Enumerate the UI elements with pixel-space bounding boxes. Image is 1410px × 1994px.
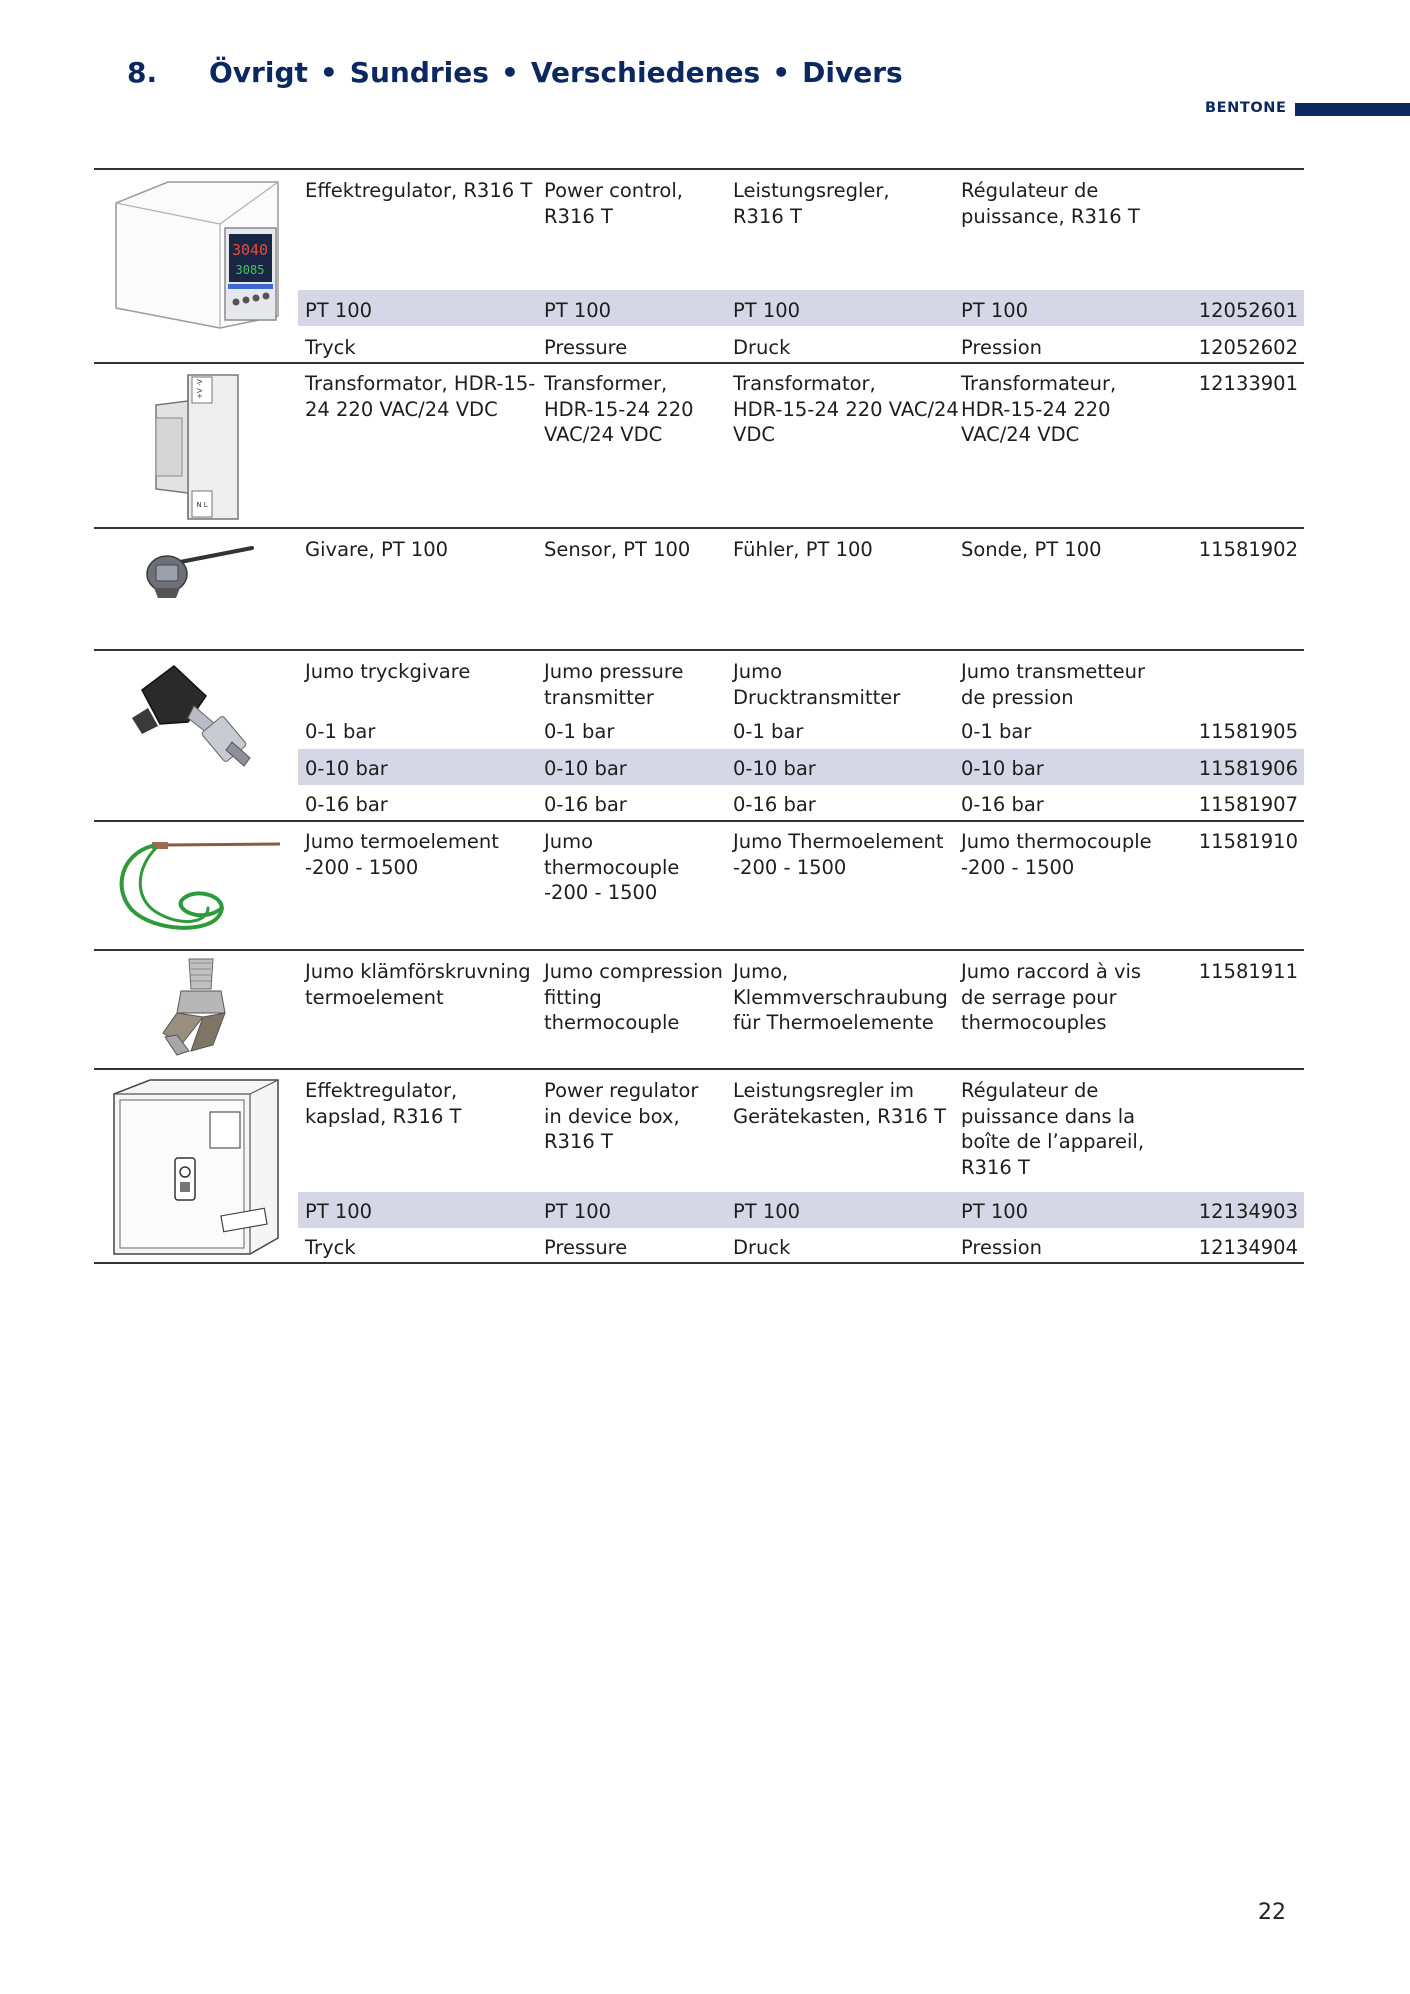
name-fr: 0-10 bar	[961, 757, 1044, 780]
name-de: Jumo Thermoelement -200 - 1500	[733, 830, 944, 879]
name-de: Druck	[733, 336, 791, 359]
article-number: 11581907	[1198, 793, 1298, 816]
article-number: 11581902	[1198, 538, 1298, 561]
name-fr: 0-16 bar	[961, 793, 1044, 816]
power-controller-icon	[110, 178, 285, 336]
name-fr: 0-1 bar	[961, 720, 1032, 743]
article-number: 11581905	[1198, 720, 1298, 743]
title-en: Sundries	[349, 56, 489, 89]
name-fr: PT 100	[961, 299, 1029, 322]
name-de: 0-16 bar	[733, 793, 816, 816]
brand-bar	[1295, 103, 1410, 116]
name-sv: Givare, PT 100	[305, 538, 449, 561]
name-en: 0-1 bar	[544, 720, 615, 743]
name-en: Power control, R316 T	[544, 179, 683, 228]
name-de: PT 100	[733, 1200, 801, 1223]
title-sv: Övrigt	[209, 56, 308, 89]
article-number: 12133901	[1198, 372, 1298, 395]
name-fr: Jumo raccord à vis de serrage pour thermocouples	[961, 960, 1142, 1034]
device-box-icon	[110, 1078, 282, 1256]
name-fr: Jumo thermocouple -200 - 1500	[961, 830, 1152, 879]
name-en: Jumo compression fitting thermocouple	[544, 960, 723, 1034]
name-en: PT 100	[544, 299, 612, 322]
name-fr: Jumo transmetteur de pression	[961, 660, 1146, 709]
name-en: 0-10 bar	[544, 757, 627, 780]
name-en: 0-16 bar	[544, 793, 627, 816]
name-sv: 0-1 bar	[305, 720, 376, 743]
name-fr: PT 100	[961, 1200, 1029, 1223]
article-number: 11581910	[1198, 830, 1298, 853]
title-fr: Divers	[802, 56, 903, 89]
table-divider	[94, 649, 1304, 651]
article-number: 11581906	[1198, 757, 1298, 780]
name-de: Leistungsregler im Gerätekasten, R316 T	[733, 1079, 947, 1128]
name-de: 0-10 bar	[733, 757, 816, 780]
terminal-label-top: +V -V	[196, 379, 204, 399]
name-en: Power regulator in device box, R316 T	[544, 1079, 699, 1153]
name-en: Pressure	[544, 1236, 628, 1259]
article-number: 12134903	[1198, 1200, 1298, 1223]
name-sv: Effektregulator, kapslad, R316 T	[305, 1079, 462, 1128]
name-fr: Pression	[961, 336, 1043, 359]
name-de: Transformator, HDR-15-24 220 VAC/24 VDC	[733, 372, 959, 446]
name-sv: Jumo klämförskruvning termoelement	[305, 960, 531, 1009]
name-fr: Pression	[961, 1236, 1043, 1259]
name-fr: Sonde, PT 100	[961, 538, 1102, 561]
brand-logo-text: BENTONE	[1205, 100, 1287, 116]
name-sv: Effektregulator, R316 T	[305, 179, 533, 202]
display-value-1: 3040	[231, 241, 269, 259]
page-title	[127, 56, 1410, 89]
name-sv: PT 100	[305, 1200, 373, 1223]
name-en: Jumo thermocouple -200 - 1500	[544, 830, 680, 904]
table-divider	[94, 1068, 1304, 1070]
table-divider	[94, 168, 1304, 170]
title-de: Verschiedenes	[530, 56, 761, 89]
table-divider	[94, 949, 1304, 951]
terminal-label-bottom: N L	[196, 501, 208, 509]
name-en: Jumo pressure transmitter	[544, 660, 684, 709]
name-en: PT 100	[544, 1200, 612, 1223]
section-number: 8.	[127, 56, 158, 89]
table-divider	[94, 527, 1304, 529]
name-sv: Tryck	[305, 336, 356, 359]
compression-fitting-icon	[155, 955, 235, 1059]
name-de: Jumo, Klemmverschraubung für Thermoelemente	[733, 960, 948, 1034]
name-en: Sensor, PT 100	[544, 538, 691, 561]
name-de: Druck	[733, 1236, 791, 1259]
pt100-sensor-icon	[140, 534, 260, 602]
name-sv: PT 100	[305, 299, 373, 322]
article-number: 11581911	[1198, 960, 1298, 983]
name-sv: 0-16 bar	[305, 793, 388, 816]
thermocouple-cable-icon	[112, 838, 284, 936]
table-divider	[94, 362, 1304, 364]
name-de: 0-1 bar	[733, 720, 804, 743]
name-fr: Régulateur de puissance dans la boîte de l’appareil, R316 T	[961, 1079, 1145, 1179]
name-sv: Jumo tryckgivare	[305, 660, 471, 683]
table-divider	[94, 820, 1304, 822]
title-separator: •	[772, 56, 791, 89]
page-number: 22	[1258, 1900, 1286, 1925]
name-de: Leistungsregler, R316 T	[733, 179, 890, 228]
title-separator: •	[319, 56, 338, 89]
name-en: Pressure	[544, 336, 628, 359]
title-separator: •	[500, 56, 519, 89]
article-number: 12134904	[1198, 1236, 1298, 1259]
name-sv: 0-10 bar	[305, 757, 388, 780]
pressure-transmitter-icon	[132, 660, 272, 768]
name-de: Fühler, PT 100	[733, 538, 873, 561]
name-en: Transformer, HDR-15-24 220 VAC/24 VDC	[544, 372, 694, 446]
name-sv: Jumo termoelement -200 - 1500	[305, 830, 499, 879]
name-sv: Tryck	[305, 1236, 356, 1259]
article-number: 12052601	[1198, 299, 1298, 322]
article-number: 12052602	[1198, 336, 1298, 359]
name-fr: Transformateur, HDR-15-24 220 VAC/24 VDC	[961, 372, 1117, 446]
name-de: Jumo Drucktransmitter	[733, 660, 901, 709]
din-rail-transformer-icon	[148, 373, 243, 521]
display-value-2: 3085	[235, 263, 265, 277]
name-sv: Transformator, HDR-15- 24 220 VAC/24 VDC	[305, 372, 536, 421]
name-de: PT 100	[733, 299, 801, 322]
name-fr: Régulateur de puissance, R316 T	[961, 179, 1140, 228]
table-divider	[94, 1262, 1304, 1264]
